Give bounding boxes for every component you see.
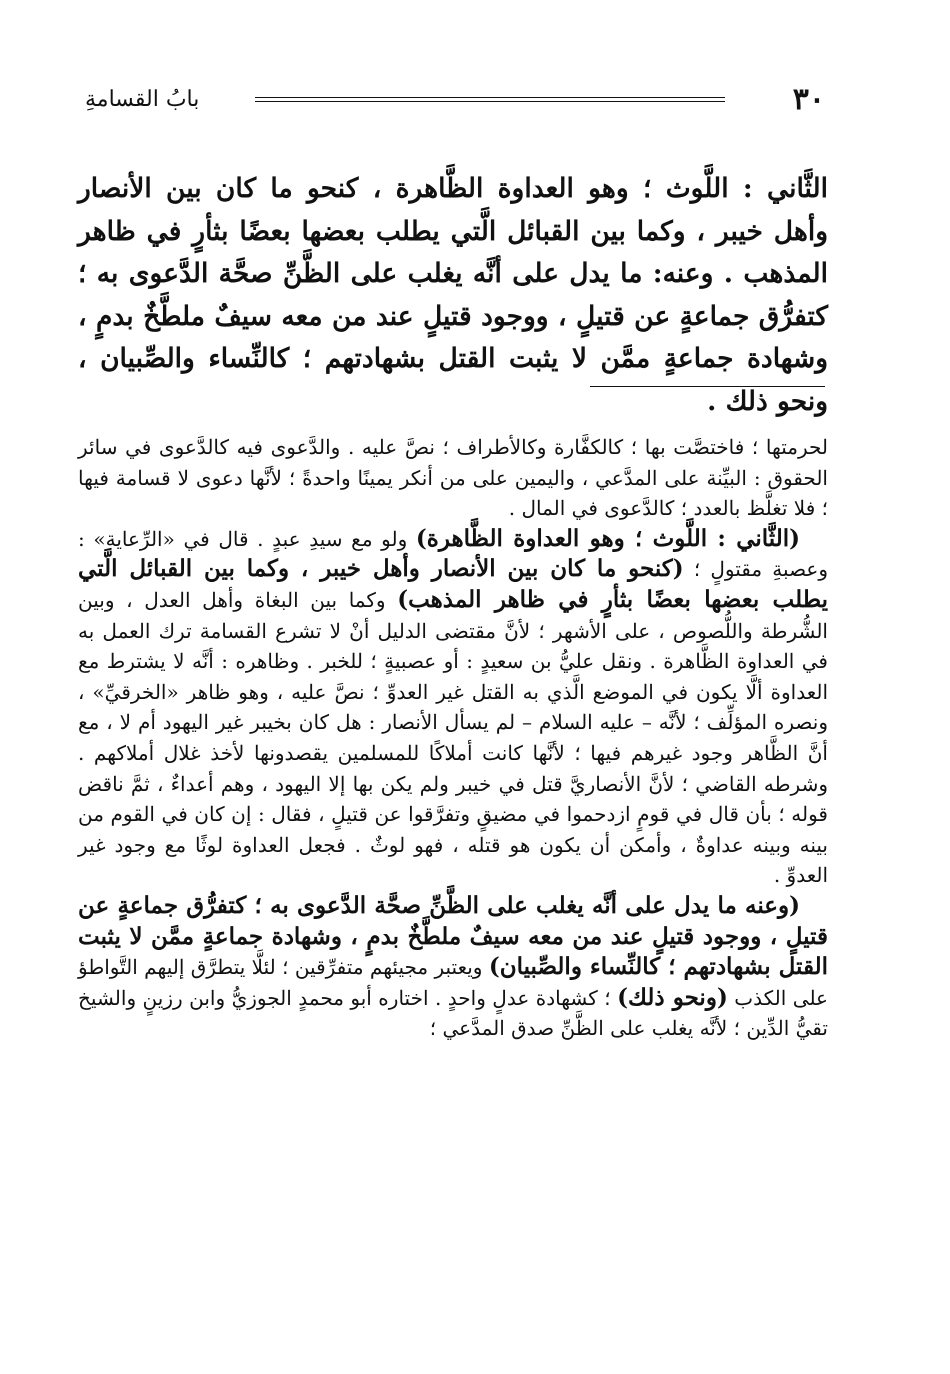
page-header [85, 80, 825, 120]
commentary-paragraph-2 [78, 524, 828, 891]
running-title: بابُ القسامةِ [85, 87, 200, 112]
quoted-matn: (ونحو ذلك) [617, 983, 728, 1011]
commentary-text [78, 432, 828, 1044]
commentary-paragraph-1: لحرمتها ؛ فاختصَّت بها ؛ كالكفَّارة وكالأطراف ؛ نصَّ عليه . والدَّعوى فيه كالدَّعوى في سائر الحقوق : البيِّنة على المدَّعي ، واليمين على من أنكر يمينًا واحدةً ؛ لأنَّها دعوى لا قسامة فيها ؛ فلا تغلَّظ بالعدد ؛ كالدَّعوى في المال . [78, 435, 828, 521]
matn-text [78, 168, 828, 423]
quoted-matn: (وعنه ما يدل على أنَّه يغلب على الظَّنِّ صحَّة الدَّعوى به ؛ كتفرُّق جماعةٍ عن قتيلٍ ، ووجود قتيلٍ عند من معه سيفٌ ملطَّخٌ بدمٍ ، وشهادة جماعةٍ ممَّن لا يثبت القتل بشهادتهم ؛ كالنِّساء والصِّبيان) [78, 891, 828, 981]
footnote-separator [590, 386, 825, 387]
quoted-matn: (الثَّاني : اللَّوث ؛ وهو العداوة الظَّاهرة) [415, 524, 800, 552]
commentary-span: وكما بين البغاة وأهل العدل ، وبين الشُّرطة واللُّصوص ، على الأشهر ؛ لأنَّ مقتضى الدليل أنْ لا تشرع القسامة ترك العمل به في العداوة الظَّاهرة . ونقل عليُّ بن سعيدٍ : أو عصبيةٍ ؛ للخبر . وظاهره : أنَّه لا يشترط مع العداوة ألَّا يكون في الموضع الَّذي به القتل غير العدوِّ ؛ نصَّ عليه ، وهو ظاهر «الخرقيِّ» ، ونصره المؤلِّف ؛ لأنَّه – عليه السلام – لم يسأل الأنصار : هل كان بخيبر غير اليهود أم لا ، مع أنَّ الظَّاهر وجود غيرهم فيها ؛ لأنَّها كانت أملاكًا للمسلمين يقصدونها لأخذ غلال أملاكهم . وشرطه القاضي ؛ لأنَّ الأنصاريَّ قتل في خيبر ولم يكن بها إلا اليهود ، وهم أعداءٌ ، ثمَّ ناقض قوله ؛ بأن قال في قومٍ ازدحموا في مضيقٍ وتفرَّقوا عن قتيلٍ ، فقال : إن كان في القوم من بينه وبينه عداوةٌ ، وأمكن أن يكون هو قتله ، فهو لوثٌ . فجعل العداوة لوثًا مع وجود غير العدوِّ . [78, 587, 828, 888]
header-rule [255, 97, 725, 102]
commentary-span: ؛ كشهادة عدلٍ واحدٍ . اختاره أبو محمدٍ الجوزيُّ وابن رزينٍ والشيخ تقيُّ الدِّين ؛ لأنَّه يغلب على الظَّنِّ صدق المدَّعي ؛ [78, 985, 828, 1041]
page-number: ٣٠ [792, 82, 825, 117]
commentary-span: ويعتبر مجيئهم متفرِّقين ؛ لئلَّا يتطرَّق إليهم التَّواطؤ على الكذب [78, 955, 828, 1010]
commentary-span: ولو مع سيدِ عبدٍ . قال في «الرِّعاية» : وعصبةِ مقتولٍ ؛ [78, 526, 829, 582]
quoted-matn: (كنحو ما كان بين الأنصار وأهل خيبر ، وكما بين القبائل الَّتي يطلب بعضها بعضًا بثأرٍ في ظاهر المذهب) [78, 555, 828, 613]
commentary-paragraph-3 [78, 891, 828, 1044]
matn-paragraph: الثَّاني : اللَّوث ؛ وهو العداوة الظَّاهرة ، كنحو ما كان بين الأنصار وأهل خيبر ، وكما بين القبائل الَّتي يطلب بعضها بعضًا بثأرٍ في ظاهر المذهب . وعنه: ما يدل على أنَّه يغلب على الظَّنِّ صحَّة الدَّعوى به ؛ كتفرُّق جماعةٍ عن قتيلٍ ، ووجود قتيلٍ عند من معه سيفٌ ملطَّخٌ بدمٍ ، وشهادة جماعةٍ ممَّن لا يثبت القتل بشهادتهم ؛ كالنِّساء والصِّبيان ، ونحو ذلك . [78, 173, 828, 417]
